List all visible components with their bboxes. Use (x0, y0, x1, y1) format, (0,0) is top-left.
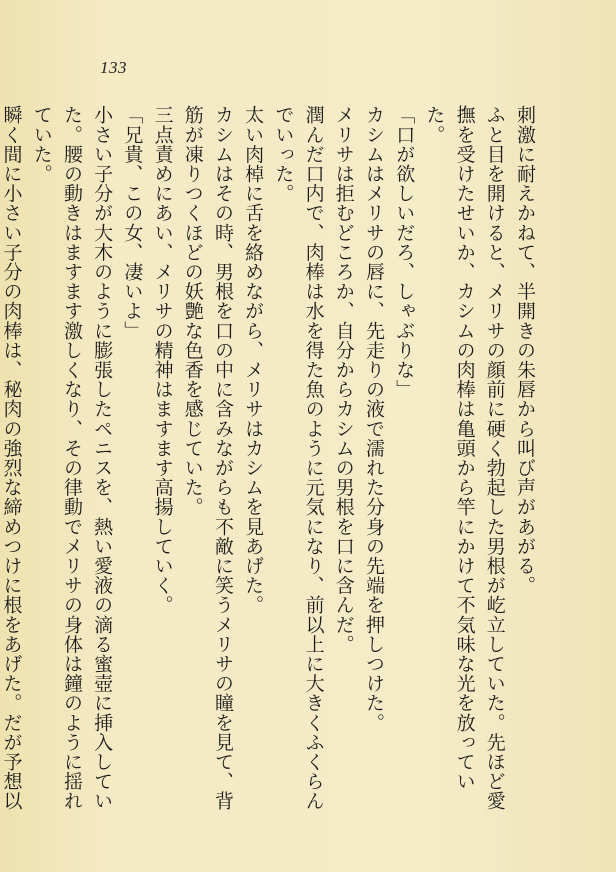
paragraph: 刺激に耐えかねて、半開きの朱唇から叫び声があがる。 (514, 105, 536, 595)
paragraph: 瞬く間に小さい子分の肉棒は、秘肉の強烈な締めつけに根をあげた。だが予想以 (0, 105, 23, 811)
vertical-body-text (0, 105, 540, 825)
paragraph: 小さい子分が大木のように膨張したペニスを、熱い愛液の滴る蜜壺に挿入していた。腰の動きはますます激しくなり、その律動でメリサの身体は鐘のように揺れていた。 (30, 105, 114, 811)
paragraph: カシムはその時、男根を口の中に含みながらも不敵に笑うメリサの瞳を見て、背筋が凍りつくほどの妖艶な色香を感じていた。 (181, 105, 234, 811)
paragraph: 「兄貴、この女、凄いよ」 (121, 105, 144, 341)
paragraph: メリサは拒むどころか、自分からカシムの男根を口に含んだ。 (332, 105, 355, 654)
paragraph: 「口が欲しいだろ、しゃぶりな」 (393, 105, 416, 399)
paragraph: 太い肉棹に舌を絡めながら、メリサはカシムを見あげた。 (242, 105, 265, 615)
page-number: 133 (100, 58, 127, 77)
paragraph: 三点責めにあい、メリサの精神はますます高揚していく。 (151, 105, 174, 615)
paragraph: カシムはメリサの唇に、先走りの液で濡れた分身の先端を押しつけた。 (362, 105, 385, 733)
paragraph: 潤んだ口内で、肉棒は水を得た魚のように元気になり、前以上に大きくふくらんでいった。 (272, 105, 325, 811)
paragraph: ふと目を開けると、メリサの顔前に硬く勃起した男根が屹立していた。先ほど愛撫を受けたせいか、カシムの肉棒は亀頭から竿にかけて不気味な光を放っていた。 (423, 105, 506, 811)
